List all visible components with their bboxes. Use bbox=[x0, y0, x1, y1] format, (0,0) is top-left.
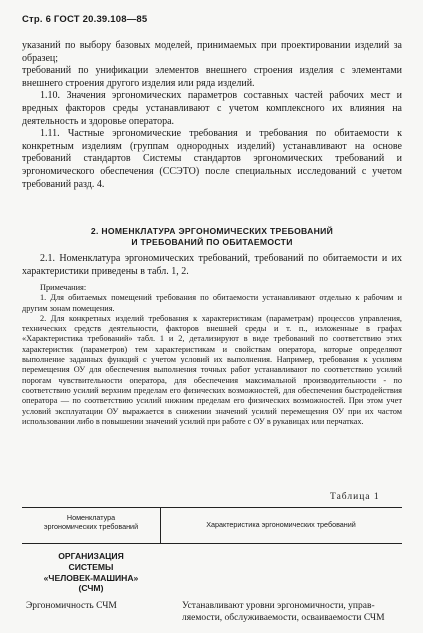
section-paragraph-block bbox=[22, 253, 402, 278]
row-1-name: Эргономичность СЧМ bbox=[26, 601, 117, 611]
notes-heading: Примечания: bbox=[40, 283, 87, 292]
paragraph-2: требований по унификации элементов внешнего строения изделия с элементами внешнего строения другого изделия или ряда изделий. bbox=[22, 65, 402, 89]
table-1 bbox=[22, 507, 402, 625]
section-title-line-1: 2. НОМЕНКЛАТУРА ЭРГОНОМИЧЕСКИХ ТРЕБОВАНИЙ bbox=[90, 226, 334, 236]
note-1: 1. Для обитаемых помещений требования по обитаемости устанавливают отдельно к рабочим и другим зонам помещения. bbox=[22, 293, 402, 313]
org-line-3: «ЧЕЛОВЕК-МАШИНА» bbox=[43, 572, 139, 583]
row-1-description bbox=[182, 601, 402, 624]
paragraph-3: 1.10. Значения эргономических параметров составных частей рабочих мест и вредных факторов среды устанавливают с учетом комплексного их влияния на деятельность и здоровье оператора. bbox=[22, 90, 402, 127]
paragraph-block bbox=[22, 40, 402, 191]
section-paragraph: 2.1. Номенклатура эргономических требований, требований по обитаемости и их характеристики приведены в табл. 1, 2. bbox=[22, 253, 402, 277]
col1-header bbox=[22, 513, 160, 531]
paragraph-4: 1.11. Частные эргономические требования и требования по обитаемости к конкретным изделиям (группам однородных изделий) устанавливают на основе требований стандартов Системы стандартов эргономических требований и эргономического обеспечения (ССЭТО) после специальных исследований с учетом требований разд. 4. bbox=[22, 128, 402, 190]
row-1-description-line-2: ляемости, обслуживаемости, осваиваемости СЧМ bbox=[182, 612, 385, 623]
table-top-rule bbox=[22, 507, 402, 508]
section-title bbox=[22, 226, 402, 248]
org-line-2: СИСТЕМЫ bbox=[68, 561, 114, 572]
col1-header-line-2: эргономических требований bbox=[43, 522, 139, 531]
paragraph-1: указаний по выбору базовых моделей, принимаемых при проектировании изделий за образец; bbox=[22, 40, 402, 64]
col2-header: Характеристика эргономических требований bbox=[206, 520, 356, 529]
table-label: Таблица 1 bbox=[330, 492, 380, 502]
section-title-line-2: И ТРЕБОВАНИЙ ПО ОБИТАЕМОСТИ bbox=[131, 237, 293, 247]
table-header-rule bbox=[22, 543, 402, 544]
org-line-1: ОРГАНИЗАЦИЯ bbox=[58, 551, 124, 561]
org-heading bbox=[22, 551, 160, 594]
row-1-description-line-1: Устанавливают уровни эргономичности, управ- bbox=[182, 601, 375, 611]
note-2: 2. Для конкретных изделий требования к характеристикам (параметрам) процессов управления, технических средств деятельности, факторов внешней среды и т. п., изложенные в графах «Характеристика требований» табл. 1 и 2, детализируют в виде требований по соответствию этих характеристик (параметров) тем характеристикам и свойствам оператора, которые определяют выполнение заданных функций с учетом условий их выполнения. Например, требования к усилиям перемещения ОУ для обеспечения выполнения точных работ устанавливают по соответствию усилий порогам чувствительности оператора, для обеспечения максимальной производительности - по соответствию усилий верхним пределам его физических возможностей, для обеспечения быстродействия оператора — по соответствию усилий нижним пределам его физических возможностей. При этом учет условий эксплуатации ОУ выражается в снижении значений усилий перемещения ОУ при их частом использовании либо в повышении значений усилий при работе с ОУ в рукавицах или перчатках. bbox=[22, 313, 402, 426]
col1-header-line-1: Номенклатура bbox=[66, 513, 116, 522]
notes-block bbox=[22, 283, 402, 427]
page-header: Стр. 6 ГОСТ 20.39.108—85 bbox=[22, 14, 148, 25]
org-line-4: (СЧМ) bbox=[78, 583, 104, 594]
